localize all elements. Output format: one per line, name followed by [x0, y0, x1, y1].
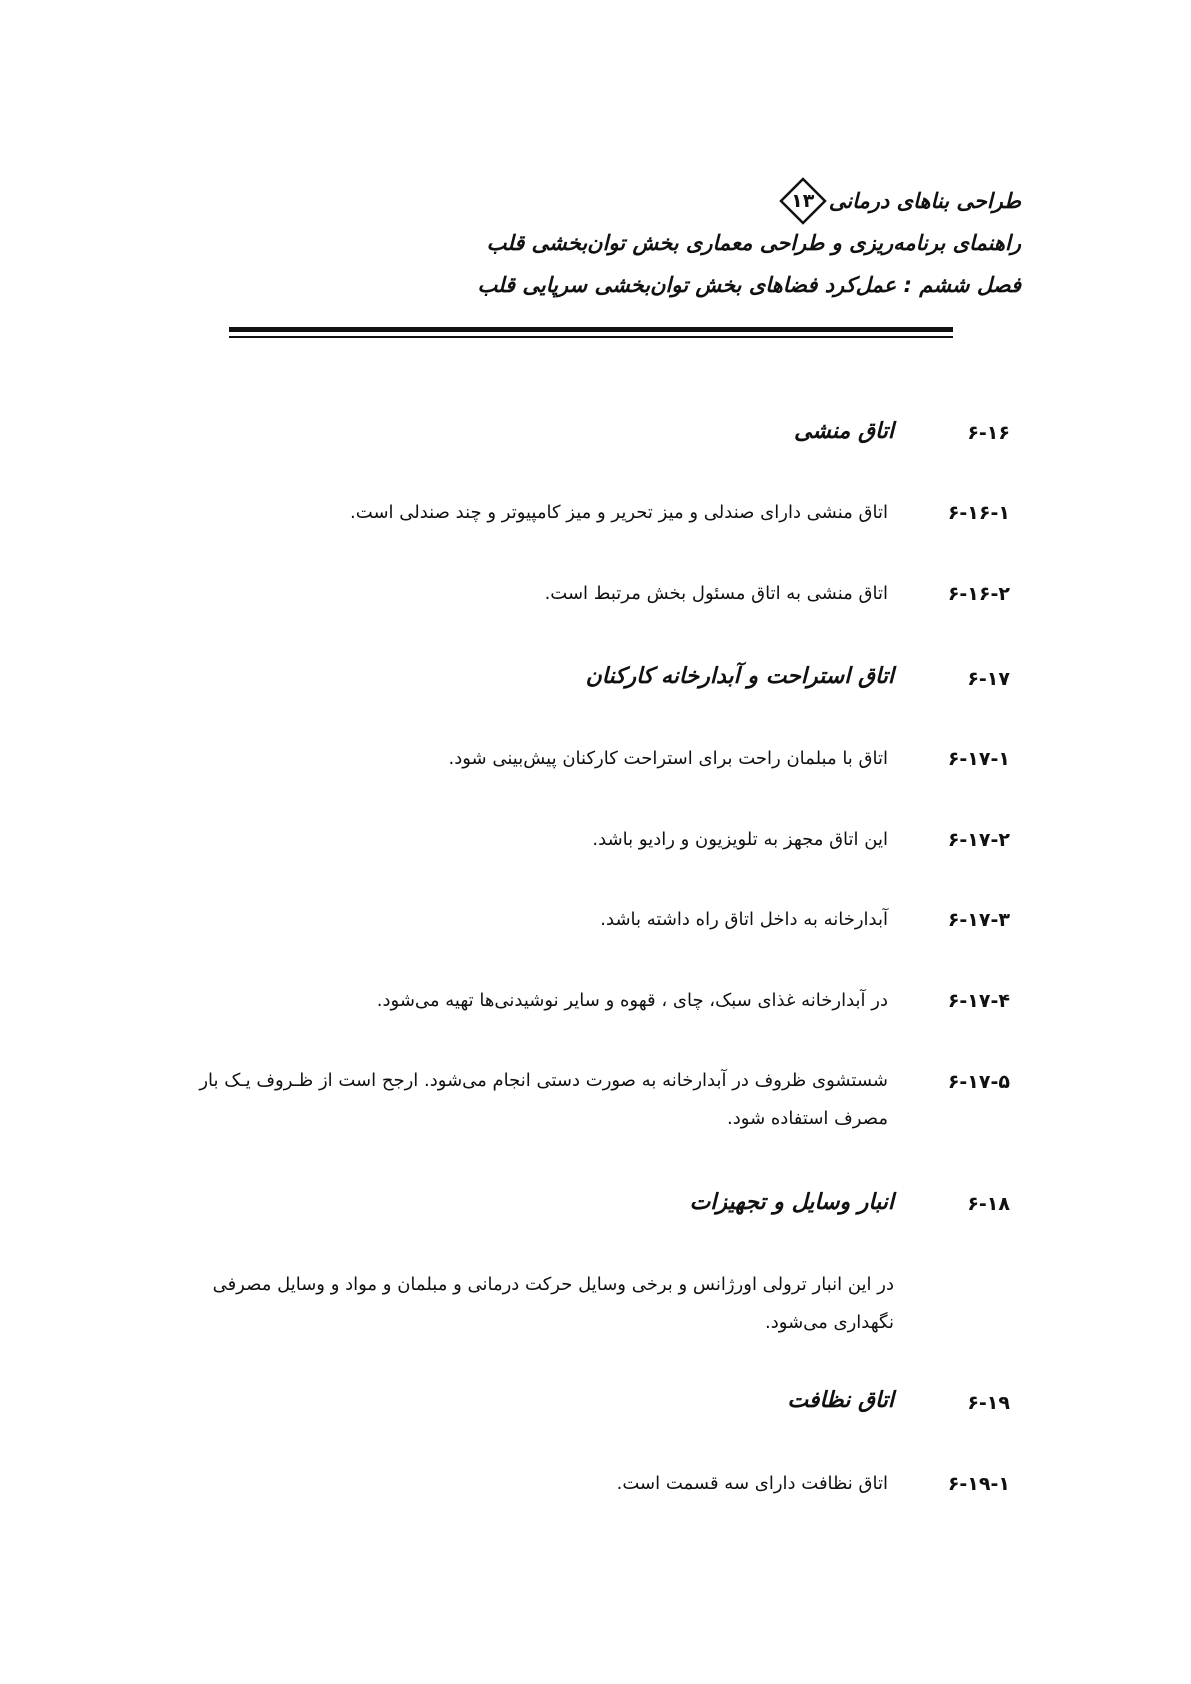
item-number: ۶-۱۶-۲ [947, 583, 1010, 605]
section-number: ۶-۱۷ [967, 668, 1010, 690]
item-number: ۶-۱۷-۱ [947, 748, 1010, 770]
item-text: شستشوی ظروف در آبدارخانه به صورت دستی انجام می‌شود. ارجح است از ظـروف یـک بار مصرف استفاده شود. [199, 1070, 888, 1129]
item-text: اتاق با مبلمان راحت برای استراحت کارکنان پیش‌بینی شود. [448, 748, 888, 769]
item-number: ۶-۱۷-۴ [947, 990, 1010, 1012]
header-guide-title: راهنمای برنامه‌ریزی و طراحی معماری بخش توان‌بخشی قلب [486, 231, 1021, 255]
item-text: در آبدارخانه غذای سبک، چای ، قهوه و سایر نوشیدنی‌ها تهیه می‌شود. [376, 990, 888, 1011]
header-rule-thin [229, 336, 953, 338]
item-text: اتاق منشی به اتاق مسئول بخش مرتبط است. [544, 583, 888, 604]
page-number-badge [779, 177, 827, 225]
section-number: ۶-۱۸ [967, 1193, 1010, 1215]
item-number: ۶-۱۷-۵ [947, 1071, 1010, 1093]
section-paragraph: در این انبار ترولی اورژانس و برخی وسایل حرکت درمانی و مبلمان و مواد و وسایل مصرفی نگهداری می‌شود. [212, 1274, 894, 1333]
item-number: ۶-۱۷-۳ [947, 909, 1010, 931]
page-header [221, 180, 1021, 306]
item-text: اتاق منشی دارای صندلی و میز تحریر و میز کامپیوتر و چند صندلی است. [350, 502, 888, 523]
header-rule-thick [229, 327, 953, 332]
section-heading: اتاق نظافت [787, 1388, 894, 1413]
header-title-row [221, 180, 1021, 222]
section-heading: انبار وسایل و تجهیزات [689, 1190, 894, 1215]
section-number: ۶-۱۶ [967, 422, 1010, 444]
item-number: ۶-۱۶-۱ [947, 502, 1010, 524]
item-number: ۶-۱۹-۱ [947, 1473, 1010, 1495]
item-text: اتاق نظافت دارای سه قسمت است. [616, 1473, 888, 1494]
header-series-title: طراحی بناهای درمانی [828, 189, 1021, 213]
item-text: این اتاق مجهز به تلویزیون و رادیو باشد. [592, 829, 888, 850]
header-chapter-title: فصل ششم : عمل‌کرد فضاهای بخش توان‌بخشی سرپایی قلب [477, 273, 1021, 297]
section-heading: اتاق منشی [793, 419, 894, 444]
item-text: آبدارخانه به داخل اتاق راه داشته باشد. [600, 909, 888, 930]
page-number: ۱۳ [791, 190, 815, 212]
section-heading: اتاق استراحت و آبدارخانه کارکنان [585, 664, 894, 689]
item-number: ۶-۱۷-۲ [947, 829, 1010, 851]
section-number: ۶-۱۹ [967, 1392, 1010, 1414]
